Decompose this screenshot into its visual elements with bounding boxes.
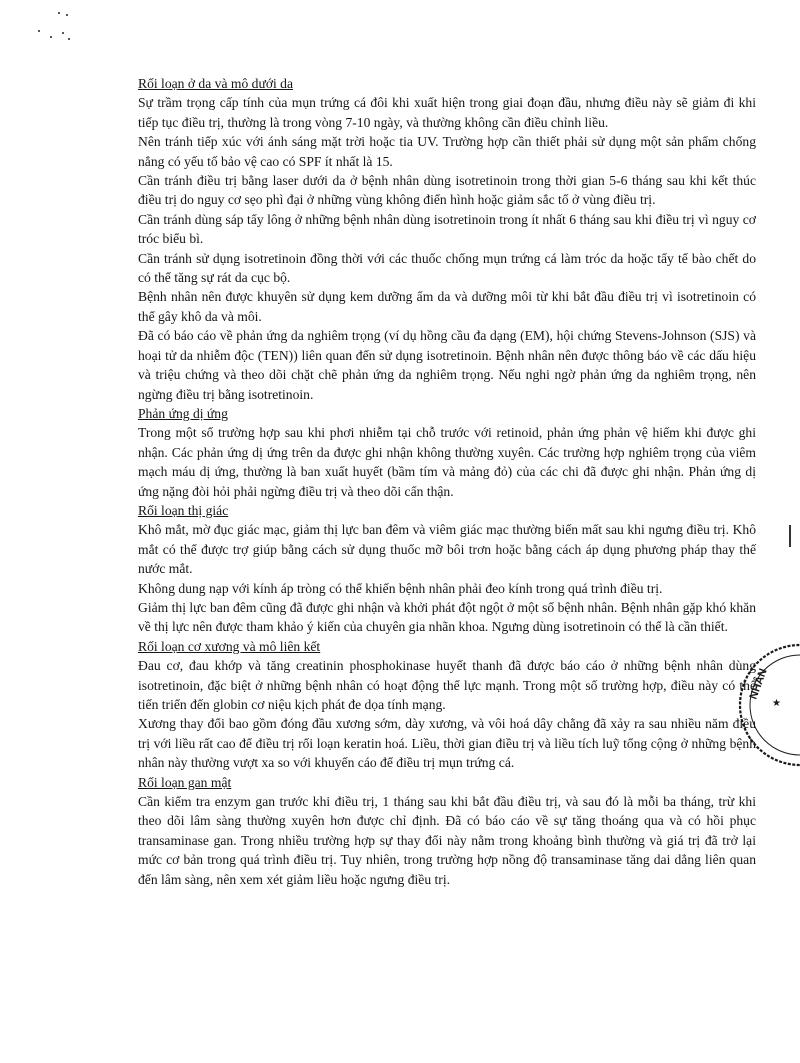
document-page — [138, 74, 756, 889]
paragraph: Đau cơ, đau khớp và tăng creatinin phosphokinase huyết thanh đã được báo cáo ở những bệnh nhân dùng isotretinoin, đặc biệt ở những bệnh nhân có hoạt động thể lực mạnh. Trong một số trường hợp, điều này có thể tiến triển đến globin cơ niệu kịch phát đe dọa tính mạng. — [138, 658, 756, 712]
section-heading: Rối loạn cơ xương và mô liên kết — [138, 638, 321, 654]
section-heading: Rối loạn thị giác — [138, 502, 229, 518]
paragraph: Bệnh nhân nên được khuyên sử dụng kem dưỡng ẩm da và dưỡng môi từ khi bắt đầu điều trị vì isotretinoin có thể gây khô da và môi. — [138, 289, 756, 324]
paragraph: Xương thay đổi bao gồm đóng đầu xương sớm, dày xương, và vôi hoá dây chằng đã xảy ra sau nhiều năm điều trị với liều rất cao để điều trị rối loạn keratin hoá. Liều, thời gian điều trị và liều tích luỹ tổng cộng ở những bệnh nhân này thường vượt xa so với khuyến cáo để điều trị mụn trứng cá. — [138, 716, 756, 771]
paragraph: Trong một số trường hợp sau khi phơi nhiễm tại chỗ trước với retinoid, phản ứng phản vệ hiếm khi được ghi nhận. Các phản ứng dị ứng trên da được ghi nhận không thường xuyên. Các trường hợp nghiêm trọng của viêm mạch máu dị ứng, thường là ban xuất huyết (bầm tím và mảng đỏ) của các chi đã được ghi nhận. Phản ứng dị ứng nặng đòi hỏi phải ngừng điều trị và theo dõi cẩn thận. — [138, 425, 756, 499]
paragraph: Khô mắt, mờ đục giác mạc, giảm thị lực ban đêm và viêm giác mạc thường biến mất sau khi ngưng điều trị. Khô mắt có thể được trợ giúp bằng cách sử dụng thuốc mỡ bôi trơn hoặc bằng cách áp dụng phương pháp thay thế nước mắt. — [138, 522, 756, 577]
paragraph: Sự trầm trọng cấp tính của mụn trứng cá đôi khi xuất hiện trong giai đoạn đầu, nhưng điều này sẽ giảm đi khi tiếp tục điều trị, thường là trong vòng 7-10 ngày, và thường không cần điều chỉnh liều. — [138, 95, 756, 130]
paragraph: Không dung nạp với kính áp tròng có thể khiến bệnh nhân phải đeo kính trong quá trình điều trị. — [138, 580, 663, 596]
section-heading: Rối loạn ở da và mô dưới da — [138, 76, 294, 91]
paragraph: Giảm thị lực ban đêm cũng đã được ghi nhận và khởi phát đột ngột ở một số bệnh nhân. Bệnh nhân gặp khó khăn về thị lực nên được tham khảo ý kiến của chuyên gia nhãn khoa. Ngưng dùng isotretinoin có thể là cần thiết. — [138, 599, 756, 635]
paragraph: Cần kiểm tra enzym gan trước khi điều trị, 1 tháng sau khi bắt đầu điều trị, và sau đó là mỗi ba tháng, trừ khi theo dõi lâm sàng thường xuyên hơn được chỉ định. Đã có báo cáo về sự tăng thoáng qua và có hồi phục transaminase gan. Trong nhiều trường hợp sự thay đổi này nằm trong khoảng bình thường và giá trị đã trở lại mức cơ bản trong quá trình điều trị. Tuy nhiên, trong trường hợp nồng độ transaminase tăng dai dẳng liên quan đến lâm sàng, nên xem xét giảm liều hoặc ngưng điều trị. — [138, 794, 756, 887]
section-heading: Phản ứng dị ứng — [138, 405, 228, 421]
partial-seal-stamp — [728, 640, 800, 770]
paragraph: Cần tránh điều trị bằng laser dưới da ở bệnh nhân dùng isotretinoin trong thời gian 5-6 tháng sau khi kết thúc điều trị do nguy cơ sẹo phì đại ở những vùng không điển hình hoặc giảm sắc tố ở vùng điều trị. — [138, 173, 756, 208]
margin-line-mark — [789, 525, 791, 547]
paragraph: Nên tránh tiếp xúc với ánh sáng mặt trời hoặc tia UV. Trường hợp cần thiết phải sử dụng một sản phẩm chống nắng có yếu tố bảo vệ cao có SPF ít nhất là 15. — [138, 134, 756, 169]
section-visual-disorders — [138, 501, 756, 637]
seal-graphic — [728, 640, 800, 770]
section-hepatobiliary-disorders — [138, 773, 756, 889]
scan-specks — [28, 10, 88, 50]
paragraph: Đã có báo cáo về phản ứng da nghiêm trọng (ví dụ hồng cầu đa dạng (EM), hội chứng Stevens-Johnson (SJS) và hoại tử da nhiễm độc (TEN)) liên quan đến sử dụng isotretinoin. Bệnh nhân nên được thông báo về các dấu hiệu và triệu chứng và theo dõi chặt chẽ phản ứng da nghiêm trọng. Nếu nghi ngờ phản ứng da nghiêm trọng, nên ngừng điều trị bằng isotretinoin. — [138, 328, 756, 402]
seal-text: NHÂN — [747, 667, 770, 702]
paragraph: Cần tránh sử dụng isotretinoin đồng thời với các thuốc chống mụn trứng cá làm tróc da hoặc tẩy tế bào chết do có thể tăng sự rát da cục bộ. — [138, 250, 756, 286]
section-skin-disorders — [138, 74, 756, 404]
section-heading: Rối loạn gan mật — [138, 774, 232, 790]
seal-outer-ring — [740, 645, 800, 765]
section-allergic-reactions — [138, 404, 756, 501]
section-musculoskeletal-disorders — [138, 637, 756, 773]
seal-star-icon: ★ — [772, 698, 781, 709]
paragraph: Cần tránh dùng sáp tẩy lông ở những bệnh nhân dùng isotretinoin trong ít nhất 6 tháng sau khi điều trị vì nguy cơ tróc biểu bì. — [138, 211, 756, 247]
